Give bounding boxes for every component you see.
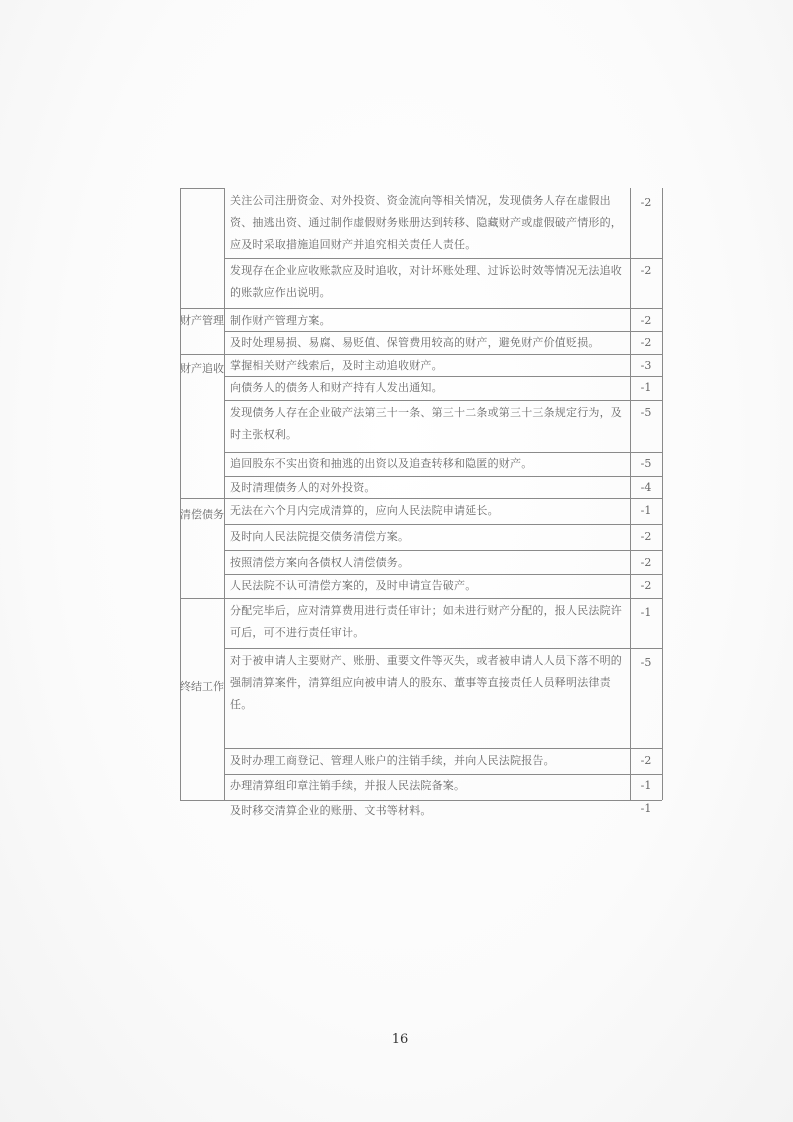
score-value: -2 bbox=[640, 530, 652, 543]
score-value: -5 bbox=[640, 656, 652, 669]
score-value: -1 bbox=[640, 779, 652, 792]
table-row-text: 及时移交清算企业的账册、文书等材料。 bbox=[230, 804, 432, 817]
table-row-text: 人民法院不认可清偿方案的，及时申请宣告破产。 bbox=[230, 579, 477, 592]
row-separator bbox=[224, 648, 662, 649]
category-label: 清偿债务 bbox=[180, 508, 224, 521]
score-value: -2 bbox=[640, 196, 652, 209]
table-row-text: 及时清理债务人的对外投资。 bbox=[230, 481, 376, 494]
table-row-text: 追回股东不实出资和抽逃的出资以及追查转移和隐匿的财产。 bbox=[230, 457, 533, 470]
category-label: 财产追收 bbox=[180, 362, 224, 375]
table-row-text: 关注公司注册资金、对外投资、资金流向等相关情况，发现债务人存在虚假出资、抽逃出资、通过制作虚假财务账册达到转移、隐藏财产或虚假破产情形的，应及时采取措施追回财产并追究相关责任人责任。 bbox=[230, 194, 622, 251]
page-number: 16 bbox=[391, 1032, 409, 1047]
table-row-text: 制作财产管理方案。 bbox=[230, 314, 331, 327]
category-label: 财产管理 bbox=[180, 314, 224, 327]
table-row-text: 及时向人民法院提交债务清偿方案。 bbox=[230, 530, 410, 543]
category-column-divider bbox=[224, 188, 225, 800]
table-border-right bbox=[662, 188, 663, 800]
scoring-table bbox=[180, 188, 680, 817]
row-separator bbox=[224, 550, 662, 551]
row-separator bbox=[224, 748, 662, 749]
table-border-top bbox=[180, 188, 224, 189]
score-value: -1 bbox=[640, 504, 652, 517]
table-row-text: 无法在六个月内完成清算的，应向人民法院申请延长。 bbox=[230, 504, 499, 517]
category-label: 终结工作 bbox=[180, 680, 224, 693]
score-value: -2 bbox=[640, 556, 652, 569]
score-column-divider bbox=[630, 188, 631, 800]
score-value: -5 bbox=[640, 406, 652, 419]
table-border-left bbox=[180, 188, 181, 800]
score-value: -2 bbox=[640, 314, 652, 327]
table-row-text: 分配完毕后，应对清算费用进行责任审计；如未进行财产分配的，报人民法院许可后，可不进行责任审计。 bbox=[230, 604, 622, 639]
score-value: -4 bbox=[640, 481, 652, 494]
table-row-text: 发现债务人存在企业破产法第三十一条、第三十二条或第三十三条规定行为，及时主张权利。 bbox=[230, 406, 622, 441]
table-row-text: 及时办理工商登记、管理人账户的注销手续，并向人民法院报告。 bbox=[230, 754, 555, 767]
score-value: -5 bbox=[640, 457, 652, 470]
score-value: -2 bbox=[640, 754, 652, 767]
table-row-text: 及时处理易损、易腐、易贬值、保管费用较高的财产，避免财产价值贬损。 bbox=[230, 336, 600, 349]
table-row-text: 办理清算组印章注销手续，并报人民法院备案。 bbox=[230, 779, 466, 792]
score-value: -1 bbox=[640, 606, 652, 619]
score-value: -2 bbox=[640, 264, 652, 277]
table-row-text: 对于被申请人主要财产、账册、重要文件等灭失，或者被申请人人员下落不明的强制清算案件，清算组应向被申请人的股东、董事等直接责任人员释明法律责任。 bbox=[230, 654, 622, 711]
category-separator bbox=[180, 598, 662, 599]
score-value: -2 bbox=[640, 336, 652, 349]
category-separator bbox=[180, 308, 662, 309]
table-row-text: 按照清偿方案向各债权人清偿债务。 bbox=[230, 556, 410, 569]
row-separator bbox=[224, 524, 662, 525]
row-separator bbox=[224, 258, 662, 259]
score-value: -1 bbox=[640, 381, 652, 394]
table-row-text: 向债务人的债务人和财产持有人发出通知。 bbox=[230, 381, 443, 394]
table-row-text: 掌握相关财产线索后，及时主动追收财产。 bbox=[230, 359, 443, 372]
score-value: -2 bbox=[640, 579, 652, 592]
score-value: -3 bbox=[640, 359, 652, 372]
score-value: -1 bbox=[640, 802, 652, 815]
row-separator bbox=[224, 400, 662, 401]
table-row-text: 发现存在企业应收账款应及时追收，对计坏账处理、过诉讼时效等情况无法追收的账款应作出说明。 bbox=[230, 264, 622, 299]
